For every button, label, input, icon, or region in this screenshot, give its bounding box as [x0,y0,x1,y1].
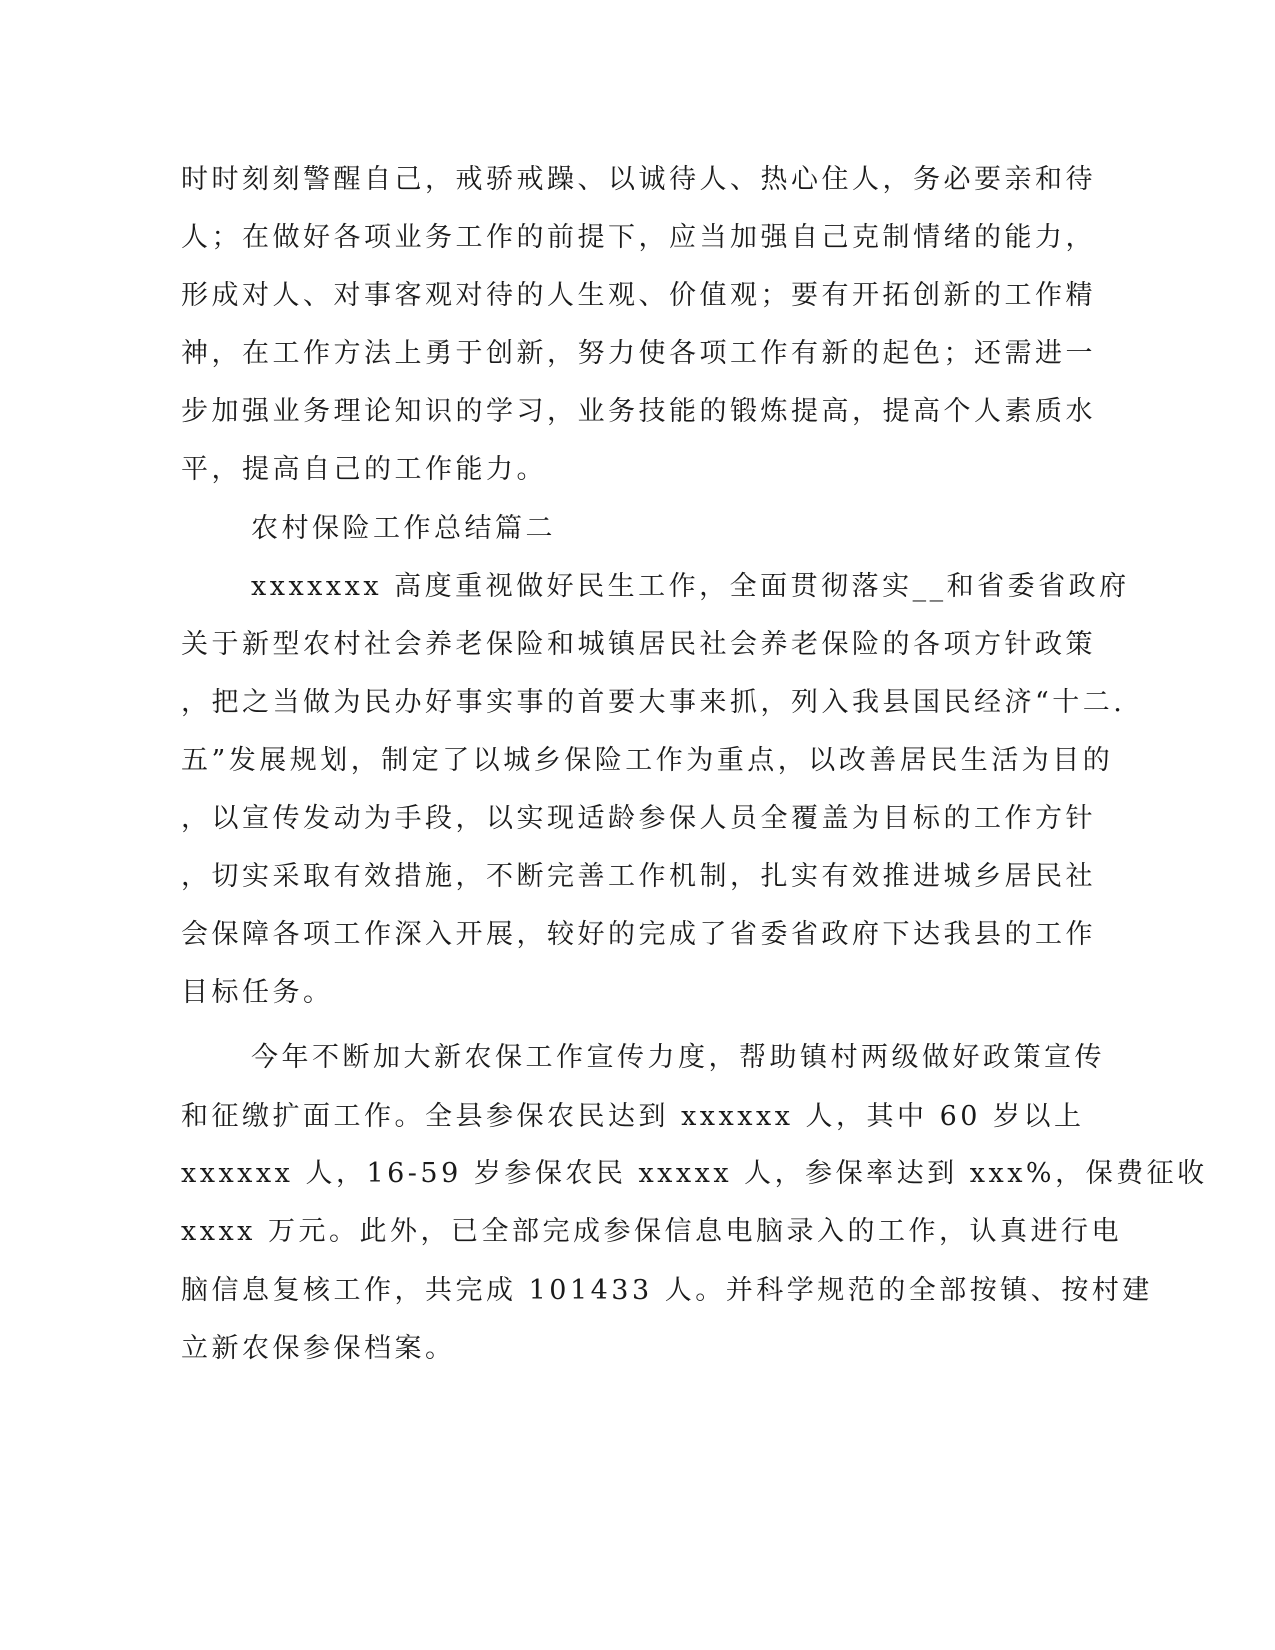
paragraph-line: 今年不断加大新农保工作宣传力度，帮助镇村两级做好政策宣传 [251,1042,1105,1073]
paragraph-line: 人；在做好各项业务工作的前提下，应当加强自己克制情绪的能力， [181,222,1096,253]
paragraph-line: ，切实采取有效措施，不断完善工作机制，扎实有效推进城乡居民社 [181,861,1096,892]
paragraph-line: 关于新型农村社会养老保险和城镇居民社会养老保险的各项方针政策 [181,629,1096,660]
paragraph-line: 步加强业务理论知识的学习，业务技能的锻炼提高，提高个人素质水 [181,396,1096,427]
paragraph-line: xxxx 万元。此外，已全部完成参保信息电脑录入的工作，认真进行电 [181,1216,1122,1247]
paragraph-line: 目标任务。 [181,977,334,1008]
paragraph-line: 神，在工作方法上勇于创新，努力使各项工作有新的起色；还需进一 [181,338,1096,369]
paragraph-line: 五”发展规划，制定了以城乡保险工作为重点，以改善居民生活为目的 [181,745,1114,776]
paragraph-line: 和征缴扩面工作。全县参保农民达到 xxxxxx 人，其中 60 岁以上 [181,1101,1085,1132]
paragraph-line: xxxxxxx 高度重视做好民生工作，全面贯彻落实__和省委省政府 [251,571,1130,602]
paragraph-line: 会保障各项工作深入开展，较好的完成了省委省政府下达我县的工作 [181,919,1096,950]
paragraph-line: 时时刻刻警醒自己，戒骄戒躁、以诚待人、热心住人，务必要亲和待 [181,164,1096,195]
paragraph-line: 立新农保参保档案。 [181,1333,456,1364]
paragraph-line: ，以宣传发动为手段，以实现适龄参保人员全覆盖为目标的工作方针 [181,803,1096,834]
paragraph-line: ，把之当做为民办好事实事的首要大事来抓，列入我县国民经济“十二. [181,687,1126,718]
paragraph-line: 形成对人、对事客观对待的人生观、价值观；要有开拓创新的工作精 [181,280,1096,311]
paragraph-line: 平，提高自己的工作能力。 [181,454,547,485]
paragraph-line: 脑信息复核工作，共完成 101433 人。并科学规范的全部按镇、按村建 [181,1275,1153,1306]
section-heading: 农村保险工作总结篇二 [251,513,556,544]
paragraph-line: xxxxxx 人，16-59 岁参保农民 xxxxx 人，参保率达到 xxx%，保费征收 [181,1158,1208,1189]
